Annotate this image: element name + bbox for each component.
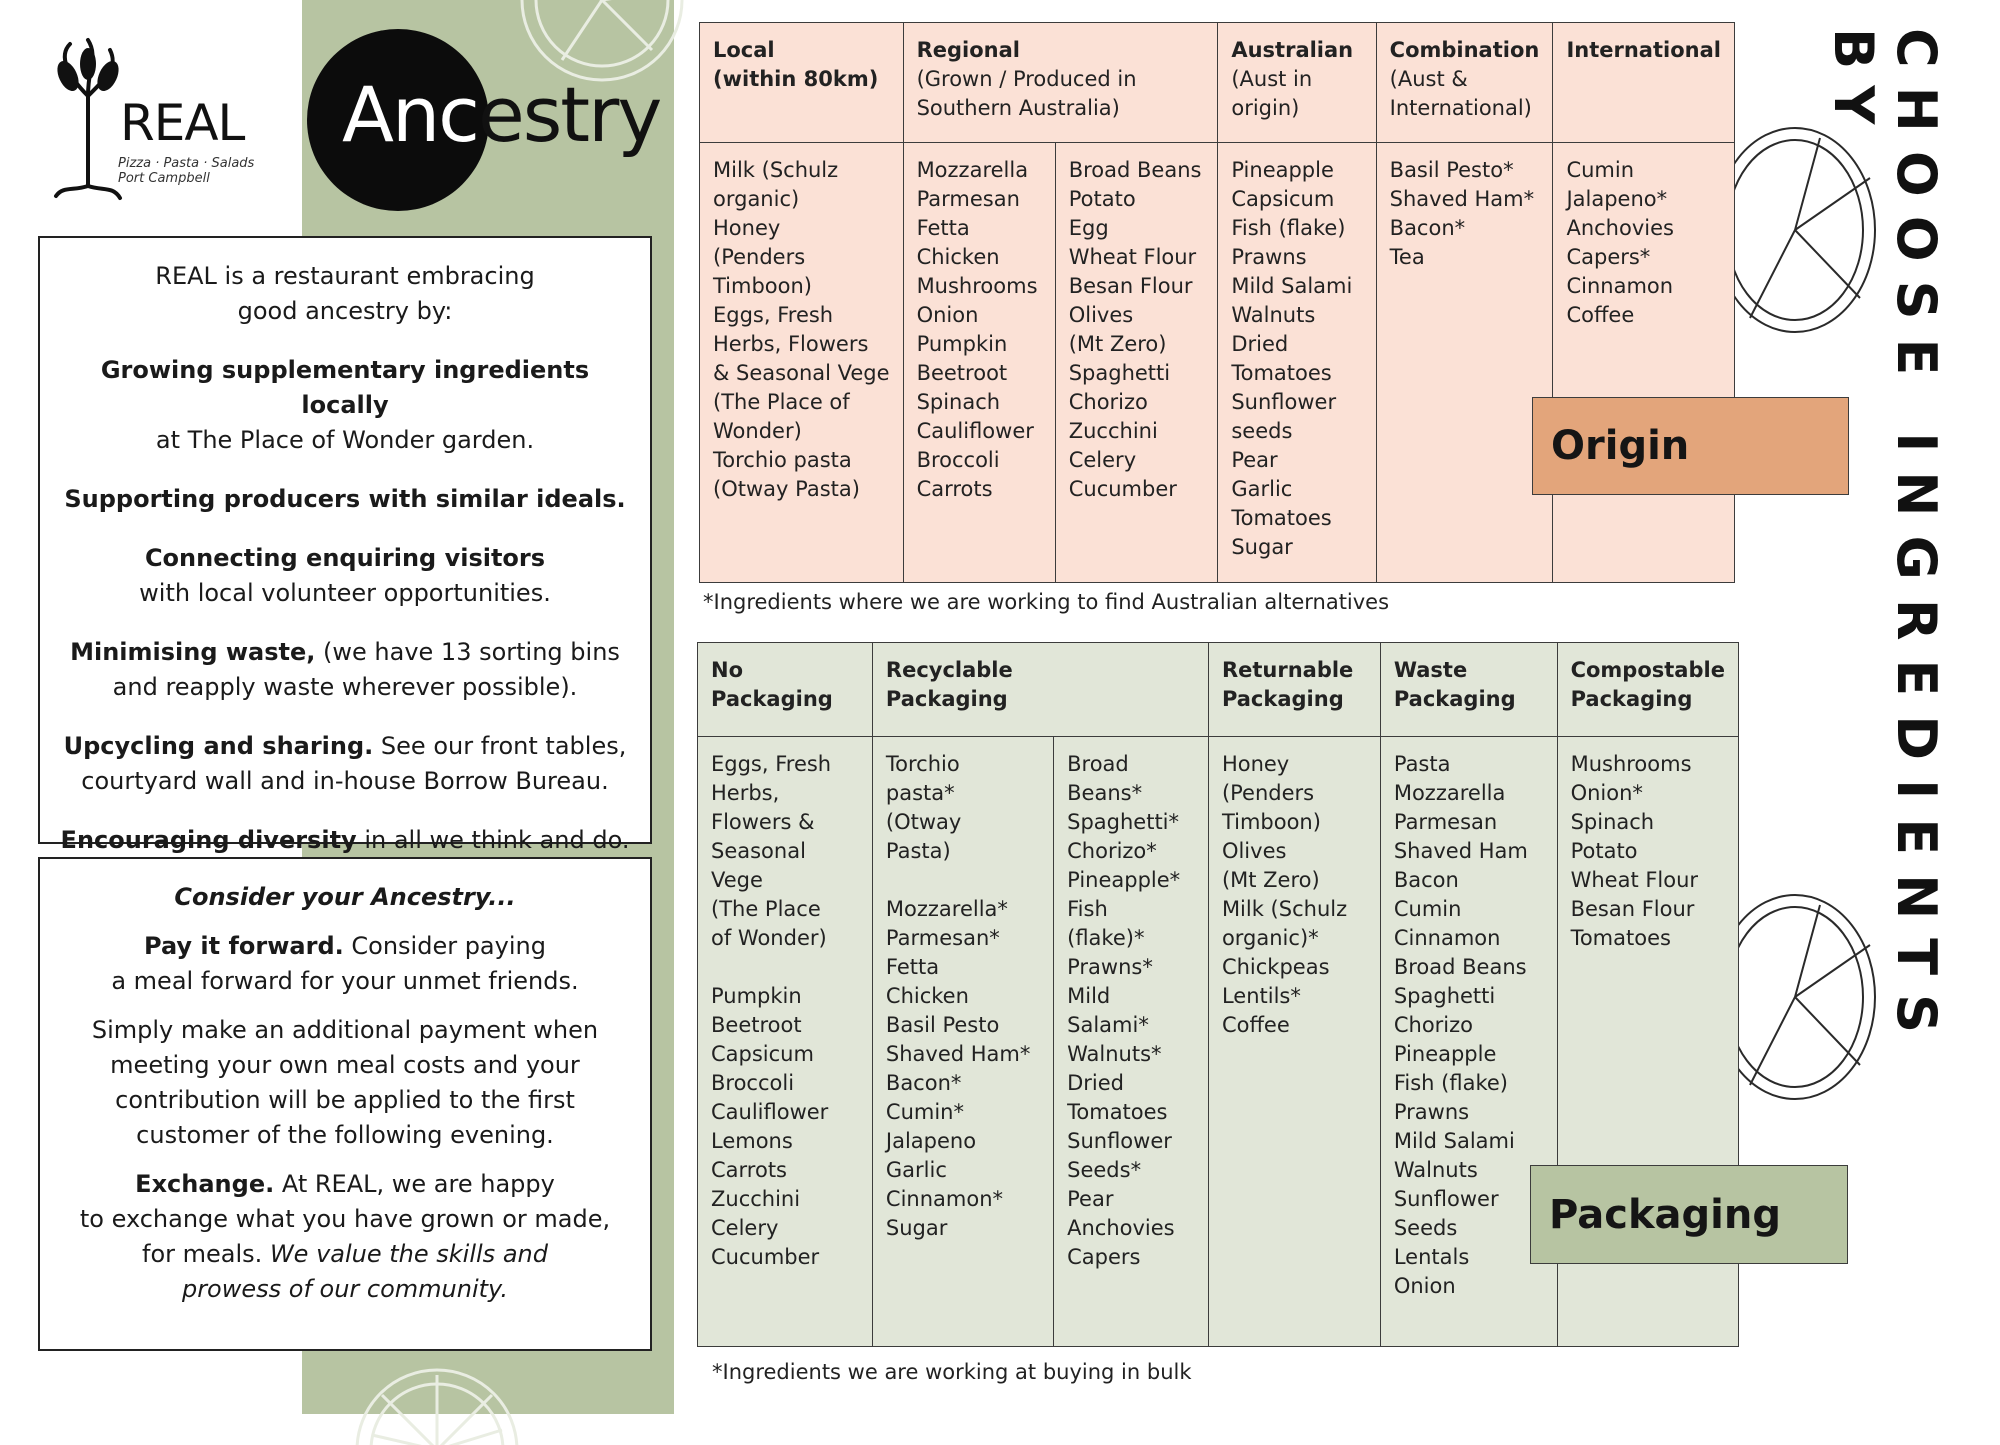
ingredient-item: (Penders [1221,781,1315,805]
ingredient-item: Timboon) [1221,810,1321,834]
value-heading: Supporting producers with similar ideals. [64,485,626,513]
value-text: at The Place of Wonder garden. [155,426,535,454]
panel2-heading-text: Consider your Ancestry... [174,883,516,911]
exchange-italic: We value the skills and [269,1240,548,1268]
ingredient-item: Pasta) [885,839,951,863]
value-connecting [58,541,632,611]
ingredient-item: Seeds [1393,1216,1458,1240]
ingredient-item: Capers* [1566,245,1651,269]
ingredient-item: Olives [1221,839,1287,863]
ingredient-item: Tomatoes [1231,506,1332,530]
ingredient-item: Carrots [916,477,993,501]
ingredient-item: Spinach [916,390,1001,414]
ingredient-item: Coffee [1566,303,1635,327]
ingredient-item: Capsicum [711,1042,814,1066]
ingredient-item: Dried [1067,1071,1125,1095]
pay-it-forward [58,929,632,999]
ingredient-item: Onion [916,303,979,327]
panel-intro [58,259,632,329]
packaging-header-returnable [1208,643,1380,737]
header-title: Packaging [1393,687,1516,711]
ingredient-item: Mozzarella* [885,897,1008,921]
ingredient-item: Anchovies [1566,216,1674,240]
ingredient-item: Basil Pesto* [1389,158,1514,182]
ingredient-item: Mushrooms [1570,752,1692,776]
ingredient-item: Pineapple [1393,1042,1497,1066]
ingredient-item: Walnuts [1231,303,1316,327]
packaging-column-returnable [1208,737,1380,1347]
title-part-dark: estry [477,70,661,159]
panel2-heading [58,880,632,915]
packaging-header-row [698,643,1739,737]
header-title: Local [713,38,775,62]
ingredient-item: Onion* [1570,781,1643,805]
packaging-column-none [698,737,873,1347]
ingredient-item: seeds [1231,419,1293,443]
ingredient-item: Celery [1068,448,1137,472]
side-heading: CHOOSE INGREDIENTS BY [1822,28,1948,1053]
ingredient-item: (The Place of [713,390,850,414]
ingredient-item: Mild Salami [1393,1129,1515,1153]
origin-header-regional [903,23,1218,143]
ingredient-item: Jalapeno* [1566,187,1668,211]
ingredient-item: Vege [711,868,763,892]
ingredient-item: Beans* [1067,781,1143,805]
exchange-text: to exchange what you have grown or made, [79,1205,611,1233]
ingredient-item: Coffee [1221,1013,1290,1037]
ingredient-item: Herbs, [711,781,780,805]
ingredient-item: Wonder) [713,419,802,443]
header-title: Packaging [711,687,833,711]
logo-wordmark: REAL [120,94,245,152]
ingredient-item: Shaved Ham* [885,1042,1031,1066]
ingredient-item: Fetta [916,216,970,240]
ingredient-item: Broccoli [916,448,1000,472]
ingredient-item: Dried [1231,332,1289,356]
exchange-text: for meals. [142,1240,270,1268]
consider-ancestry-panel [38,857,652,1351]
ingredient-item: Pineapple* [1067,868,1181,892]
exchange-text: At REAL, we are happy [274,1170,555,1198]
ingredient-item: Jalapeno [885,1129,977,1153]
ingredient-item: Tomatoes [1570,926,1671,950]
ingredient-item: Garlic [885,1158,947,1182]
pizza-sketch-icon [1720,885,1890,1125]
ingredient-item: Zucchini [711,1187,801,1211]
logo-tagline [118,156,254,186]
ingredient-item: Onion [1393,1274,1456,1298]
ingredient-item: Walnuts* [1067,1042,1162,1066]
origin-column-international [1553,143,1735,583]
packaging-label: Packaging [1530,1165,1848,1264]
ingredient-item: Milk (Schulz [1221,897,1348,921]
intro-line1: REAL is a restaurant embracing [155,262,535,290]
ingredient-item [711,953,859,982]
ingredient-item: Mild [1067,984,1111,1008]
payment-line: meeting your own meal costs and your [110,1051,580,1079]
ingredient-item: Shaved Ham [1393,839,1528,863]
title-part-white: Anc [342,70,478,159]
ingredient-item: Prawns [1231,245,1307,269]
ingredient-item: Timboon) [713,274,813,298]
packaging-header-none [698,643,873,737]
ingredient-item: Tomatoes [1231,361,1332,385]
ingredient-item: Pumpkin [711,984,802,1008]
ingredient-item: Cucumber [1068,477,1177,501]
pay-forward-heading: Pay it forward. [144,932,344,960]
ingredient-item: Lemons [711,1129,793,1153]
header-title: Packaging [1570,687,1693,711]
ingredient-item: Spaghetti [1068,361,1171,385]
ingredient-item: (The Place [711,897,821,921]
value-heading: Connecting enquiring visitors [144,544,546,572]
header-title: Returnable [1221,658,1354,682]
ingredient-item: Sunflower [1231,390,1337,414]
ingredient-item: (flake)* [1067,926,1145,950]
ingredient-item: Cauliflower [916,419,1034,443]
header-title: Packaging [1221,687,1344,711]
ingredient-item: Flowers & [711,810,815,834]
value-heading: Minimising waste, [70,638,316,666]
ingredient-item: Potato [1068,187,1136,211]
ingredient-item: Beetroot [916,361,1008,385]
ancestry-values-panel [38,236,652,854]
ingredient-item: Seeds* [1067,1158,1142,1182]
ingredient-item: Pear [1067,1187,1114,1211]
exchange-italic: prowess of our community. [181,1275,509,1303]
ingredient-item: Bacon* [885,1071,962,1095]
ingredient-item: Torchio [885,752,960,776]
ingredient-item: Cinnamon* [885,1187,1004,1211]
header-title: International [1566,38,1721,62]
exchange-heading: Exchange. [135,1170,275,1198]
packaging-column-recyclable-a [872,737,1053,1347]
pay-forward-text: Consider paying [343,932,546,960]
payment-line: Simply make an additional payment when [91,1016,599,1044]
ingredient-item: Fetta [885,955,940,979]
ingredient-item: Sugar [1231,535,1293,559]
ingredient-item: Broad Beans [1393,955,1527,979]
header-title: Compostable [1570,658,1725,682]
packaging-header-recyclable [872,643,1208,737]
ingredient-item: Cauliflower [711,1100,829,1124]
ingredient-item: Parmesan [916,187,1020,211]
ingredient-item: Lentals [1393,1245,1470,1269]
ingredient-item: Mozzarella [916,158,1029,182]
origin-label: Origin [1532,397,1849,495]
ingredient-item: Salami* [1067,1013,1149,1037]
payment-line: contribution will be applied to the first [115,1086,575,1114]
header-subtitle: (Grown / Produced in Southern Australia) [916,67,1137,120]
value-supporting [58,482,632,517]
ingredient-item: Tea [1389,245,1425,269]
ingredient-item: Pasta [1393,752,1451,776]
value-upcycling [58,729,632,799]
ingredient-item: Sugar [885,1216,948,1240]
ingredient-item: Mild Salami [1231,274,1353,298]
ingredient-item: Chorizo [1068,390,1148,414]
ingredient-item: Cumin* [885,1100,964,1124]
ingredient-item: Shaved Ham* [1389,187,1535,211]
ingredient-item: Garlic [1231,477,1293,501]
ingredient-item: (Otway Pasta) [713,477,860,501]
ingredient-item: Eggs, Fresh [711,752,832,776]
origin-column-australian [1218,143,1376,583]
header-title: Waste [1393,658,1468,682]
ingredient-item: Mozzarella [1393,781,1506,805]
ingredient-item: Sunflower [1067,1129,1172,1153]
ingredient-item: (Mt Zero) [1068,332,1167,356]
ingredient-item: Pineapple [1231,158,1334,182]
ingredient-item: Honey [1221,752,1290,776]
ingredient-item: Beetroot [711,1013,802,1037]
ingredient-item: Torchio pasta [713,448,852,472]
ingredient-item: Fish (flake) [1393,1071,1508,1095]
packaging-column-recyclable-b [1054,737,1209,1347]
ingredient-item: Fish [1067,897,1108,921]
ingredient-item: Broad [1067,752,1129,776]
packaging-header-waste [1380,643,1557,737]
logo-tagline-line1: Pizza · Pasta · Salads [118,156,255,171]
ingredient-item: Honey [713,216,781,240]
origin-body-row [700,143,1735,583]
ingredient-item: (Mt Zero) [1221,868,1320,892]
ingredient-item: Walnuts [1393,1158,1478,1182]
payment-details [58,1013,632,1153]
packaging-header-compostable [1557,643,1738,737]
ingredient-item: Spaghetti* [1067,810,1180,834]
intro-line2: good ancestry by: [237,297,453,325]
pay-forward-text: a meal forward for your unmet friends. [111,967,579,995]
header-title: Australian [1231,38,1354,62]
ingredient-item: Chorizo* [1067,839,1157,863]
ingredient-item: Seasonal [711,839,806,863]
ingredient-item: Carrots [711,1158,787,1182]
ingredient-item [886,866,1040,895]
ingredient-item: Spinach [1570,810,1655,834]
plant-logo-icon [48,36,128,201]
header-title: Regional [916,38,1020,62]
ingredient-item: Chicken [885,984,969,1008]
ingredient-item: Besan Flour [1570,897,1695,921]
ingredient-item: Wheat Flour [1570,868,1699,892]
payment-line: customer of the following evening. [136,1121,554,1149]
logo-tagline-line2: Port Campbell [118,171,210,186]
value-text: in all we think and do. [356,826,630,854]
header-title: Packaging [885,687,1008,711]
origin-table [699,22,1735,583]
ingredient-item: Cinnamon [1393,926,1501,950]
ingredient-item: Cucumber [711,1245,820,1269]
value-growing [58,353,632,458]
ingredient-item: (Otway [885,810,962,834]
origin-header-local [700,23,904,143]
value-text: See our front tables, [373,732,627,760]
ingredient-item: Lentils* [1221,984,1301,1008]
origin-header-row [700,23,1735,143]
origin-header-international [1553,23,1735,143]
ingredient-item: Capers [1067,1245,1141,1269]
value-text: (we have 13 sorting bins [315,638,620,666]
ingredient-item: Potato [1570,839,1638,863]
ingredient-item: Pumpkin [916,332,1008,356]
ingredient-item: Besan Flour [1068,274,1193,298]
page-title [342,70,660,160]
ingredient-item: (Penders [713,245,806,269]
ingredient-item: Tomatoes [1067,1100,1168,1124]
header-title: Recyclable [885,658,1013,682]
value-text: courtyard wall and in-house Borrow Bureau. [81,767,609,795]
value-heading: Encouraging diversity [60,826,357,854]
ingredient-item: Cinnamon [1566,274,1674,298]
ingredient-item: of Wonder) [711,926,827,950]
ingredient-item: Egg [1068,216,1109,240]
origin-header-combination [1376,23,1553,143]
exchange [58,1167,632,1307]
origin-header-australian [1218,23,1376,143]
origin-column-local [700,143,904,583]
value-diversity [58,823,632,858]
ingredient-item: Chickpeas [1221,955,1330,979]
ingredient-item: Spaghetti [1393,984,1496,1008]
value-heading: Growing supplementary ingredients locally [100,356,590,419]
ingredient-item: Anchovies [1067,1216,1175,1240]
ingredient-item: Basil Pesto [885,1013,1000,1037]
origin-footnote: *Ingredients where we are working to find Australian alternatives [703,590,1390,614]
ingredient-item: Chorizo [1393,1013,1474,1037]
ingredient-item: Fish (flake) [1231,216,1346,240]
ingredient-item: organic)* [1221,926,1319,950]
ingredient-item: Cumin [1566,158,1635,182]
origin-column-combination [1376,143,1553,583]
header-subtitle: (Aust in origin) [1231,67,1313,120]
ingredient-item: Herbs, Flowers [713,332,869,356]
pizza-sketch-icon [1720,118,1890,358]
ingredient-item: Sunflower [1393,1187,1499,1211]
header-title: Combination [1389,38,1540,62]
header-title: No [711,658,744,682]
ingredient-item: Broccoli [711,1071,795,1095]
real-logo [48,36,258,201]
ingredient-item: Parmesan [1393,810,1498,834]
header-subtitle: (Aust & International) [1389,67,1532,120]
ingredient-item: Zucchini [1068,419,1158,443]
ingredient-item: Bacon [1393,868,1459,892]
ingredient-item: Prawns* [1067,955,1153,979]
ingredient-item: & Seasonal Vege [713,361,890,385]
ingredient-item: Cumin [1393,897,1462,921]
ingredient-item: Broad Beans [1068,158,1202,182]
ingredient-item: Parmesan* [885,926,1000,950]
value-text: and reapply waste wherever possible). [112,673,578,701]
ingredient-item: organic) [713,187,800,211]
ingredient-item: pasta* [885,781,955,805]
packaging-footnote: *Ingredients we are working at buying in bulk [712,1360,1192,1384]
origin-column-regional-a [903,143,1055,583]
citrus-slice-icon [342,1355,532,1445]
ingredient-item: Pear [1231,448,1278,472]
header-subtitle: (within 80km) [713,67,879,91]
value-minimising [58,635,632,705]
ingredient-item: Prawns [1393,1100,1470,1124]
ingredient-item: Mushrooms [916,274,1038,298]
ingredient-item: Eggs, Fresh [713,303,834,327]
ingredient-item: Bacon* [1389,216,1466,240]
ingredient-item: Wheat Flour [1068,245,1197,269]
value-text: with local volunteer opportunities. [139,579,551,607]
ingredient-item: Milk (Schulz [713,158,839,182]
ingredient-item: Celery [711,1216,779,1240]
ingredient-item: Capsicum [1231,187,1335,211]
origin-column-regional-b [1055,143,1218,583]
ingredient-item: Olives [1068,303,1134,327]
value-heading: Upcycling and sharing. [63,732,374,760]
ingredient-item: Chicken [916,245,1000,269]
